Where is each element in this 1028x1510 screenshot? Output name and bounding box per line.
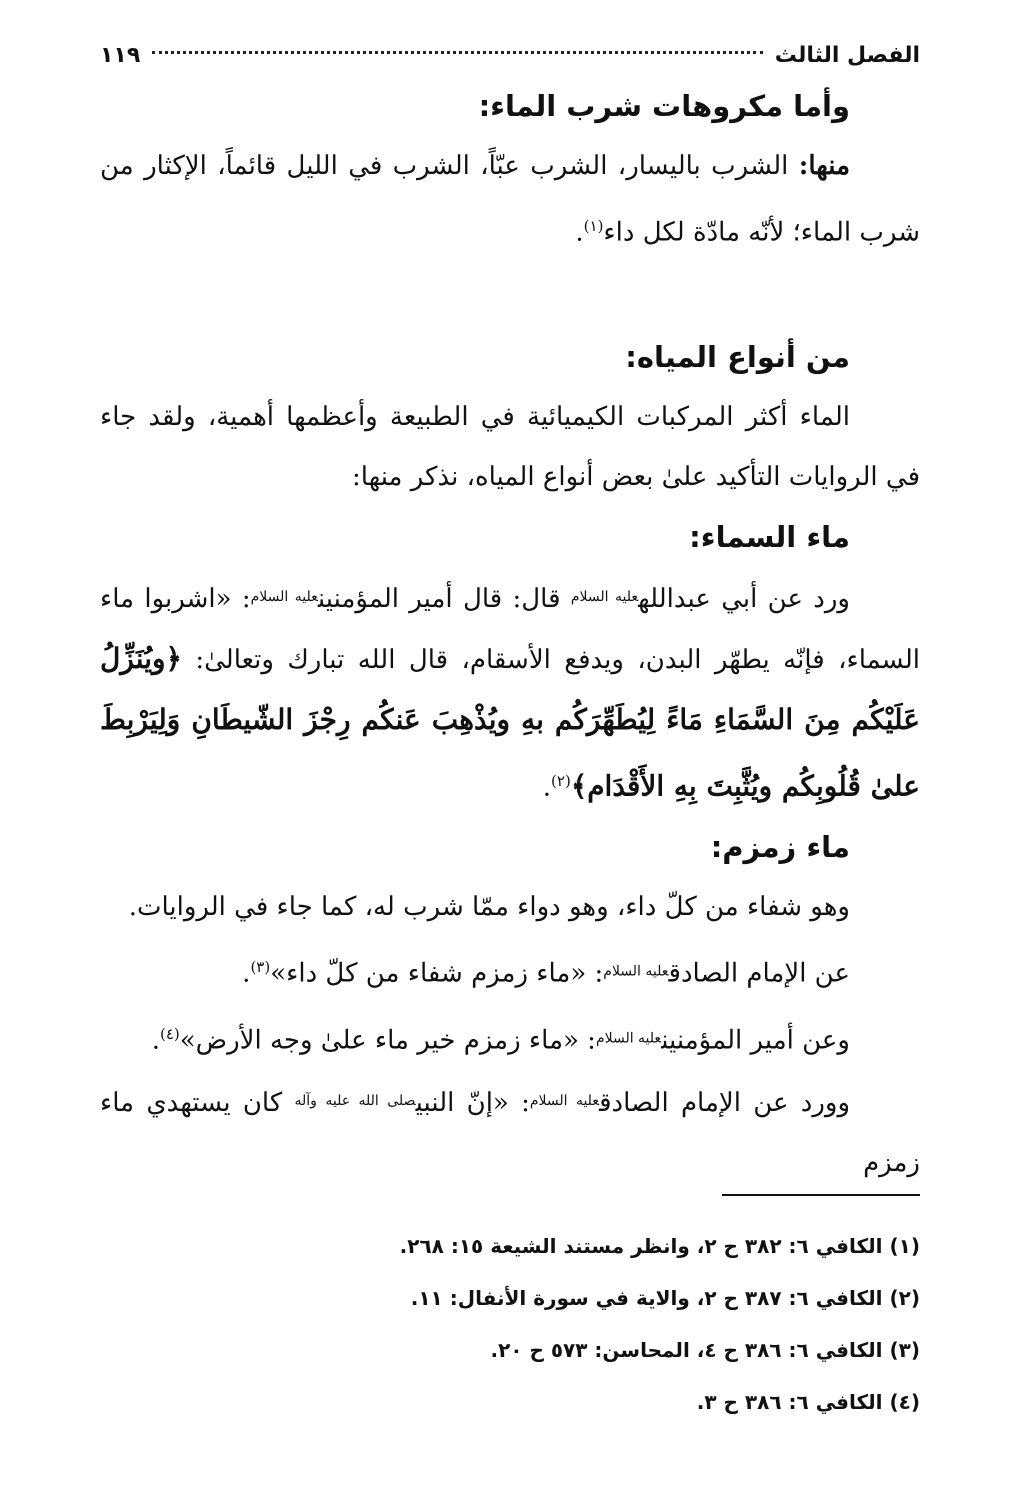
page-body xyxy=(100,36,920,1193)
honorific-glyph: عليه السلام xyxy=(529,1092,600,1109)
chapter-title: الفصل الثالث xyxy=(774,43,920,68)
footnote-1: (١) الكافي ٦: ٣٨٢ ح ٢، وانظر مستند الشيعة ١٥: ٢٦٨. xyxy=(399,1234,920,1258)
honorific-glyph: صلى الله عليه وآله xyxy=(294,1092,416,1109)
zamzam-quote-2: وعن أمير المؤمنين$^{عليه السلام}$: «ماء زمزم خير ماء علىٰ وجه الأرض»$^{(٤)}$. xyxy=(151,1024,850,1056)
disliked-label: منها: xyxy=(798,151,851,181)
footnote-ref-3: (٣) xyxy=(250,958,271,977)
footnote-3: (٣) الكافي ٦: ٣٨٦ ح ٤، المحاسن: ٥٧٣ ح ٢٠. xyxy=(490,1338,920,1362)
footnote-ref-2: (٢) xyxy=(551,771,571,790)
disliked-heading: وأما مكروهات شرب الماء: xyxy=(478,89,850,123)
zamzam-quote-1: عن الإمام الصادق$^{عليه السلام}$: «ماء زمزم شفاء من كلّ داء»$^{(٣)}$. xyxy=(242,958,850,989)
honorific-glyph: عليه السلام xyxy=(595,1030,662,1047)
honorific-glyph: عليه السلام xyxy=(570,588,639,605)
zamzam-intro: وهو شفاء من كلّ داء، وهو دواء ممّا شرب له، كما جاء في الروايات. xyxy=(128,892,850,923)
leader-dots xyxy=(152,51,763,54)
footnote-2: (٢) الكافي ٦: ٣٨٧ ح ٢، والاية في سورة الأنفال: ١١. xyxy=(410,1286,920,1310)
footnotes xyxy=(100,1220,920,1428)
quran-verse: ﴿ويُنَزِّلُ عَلَيْكُم مِنَ السَّمَاءِ مَاءً لِيُطَهِّرَكُم بهِ ويُذْهِبَ عَنكُم رِجْزَ الشّيطَانِ وَلِيَرْبِطَ علىٰ قُلُوبِكُم ويُثَّبِتَ بِهِ الأَقْدَام﴾ xyxy=(100,641,920,803)
types-intro: الماء أكثر المركبات الكيميائية في الطبيعة وأعظمها أهمية، ولقد جاء في الروايات التأكيد علىٰ بعض أنواع المياه، نذكر منها: xyxy=(100,401,920,492)
footnote-ref-1: (١) xyxy=(583,217,604,235)
zamzam-quote-3: وورد عن الإمام الصادق$^{عليه السلام}$: «إنّ النبي$^{صلى الله عليه وآله}$ كان يستهدي ماء زمزم xyxy=(100,1087,920,1178)
disliked-paragraph: منها: الشرب باليسار، الشرب عبّاً، الشرب في الليل قائماً، الإكثار من شرب الماء؛ لأنّه مادّة لكل داء$^{(١)}$. xyxy=(100,151,920,248)
honorific-glyph: عليه السلام xyxy=(603,963,669,980)
page-number: ١١٩ xyxy=(100,43,141,68)
types-heading: من أنواع المياه: xyxy=(625,339,850,374)
running-header xyxy=(100,36,920,76)
rain-paragraph: ورد عن أبي عبدالله$^{عليه السلام}$ قال: قال أمير المؤمنين$^{عليه السلام}$: «اشربوا ماء السماء، فإنّه يطهّر البدن، ويدفع الأسقام، قال الله تبارك وتعالىٰ: ﴿ويُنَزِّلُ عَلَيْكُم مِنَ السَّمَاءِ مَاءً لِيُطَهِّرَكُم بهِ ويُذْهِبَ عَنكُم رِجْزَ الشّيطَانِ وَلِيَرْبِطَ علىٰ قُلُوبِكُم ويُثَّبِتَ بِهِ الأَقْدَام﴾$^{(٢)}$. xyxy=(100,583,920,803)
disliked-text: الشرب باليسار، الشرب عبّاً، الشرب في الليل قائماً، الإكثار من شرب الماء؛ لأنّه مادّة لكل داء xyxy=(100,151,920,248)
honorific-glyph: عليه السلام xyxy=(250,588,318,605)
footnote-4: (٤) الكافي ٦: ٣٨٦ ح ٣. xyxy=(696,1390,920,1414)
footnote-divider xyxy=(722,1194,920,1196)
footnote-ref-4: (٤) xyxy=(159,1024,180,1043)
rain-heading: ماء السماء: xyxy=(689,519,850,554)
zamzam-heading: ماء زمزم: xyxy=(710,830,850,865)
